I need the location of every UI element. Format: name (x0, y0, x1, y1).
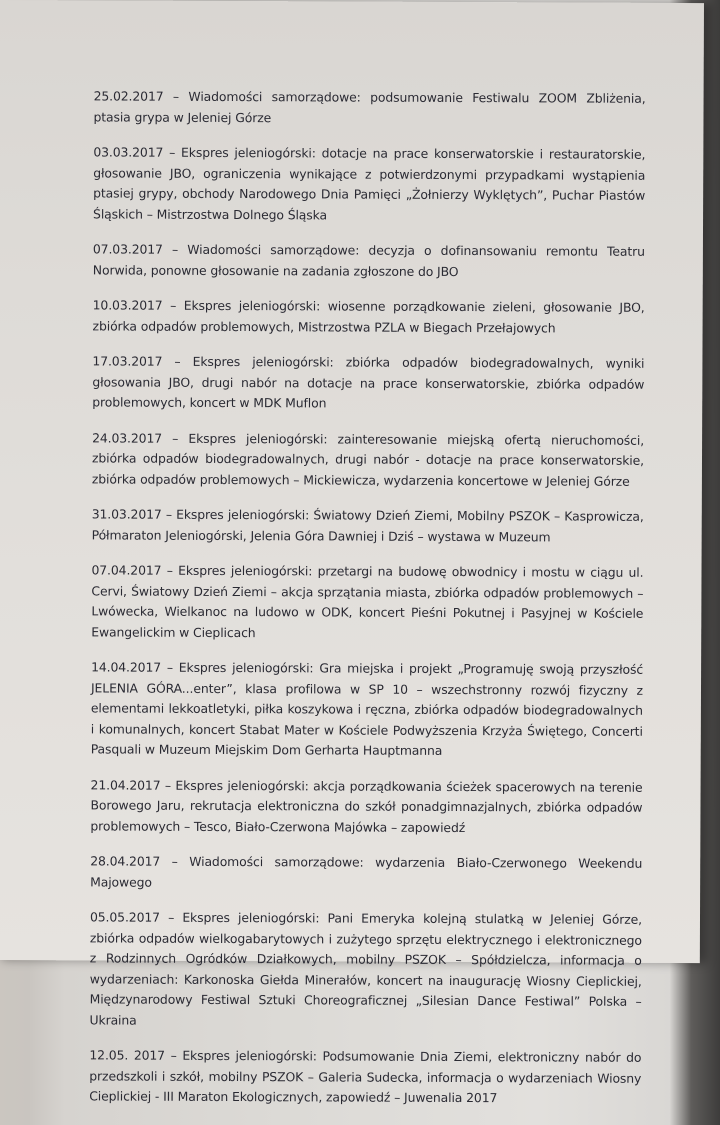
entry-2017-04-21: 21.04.2017 – Ekspres jeleniogórski: akcja porządkowania ścieżek spacerowych na terenie Borowego Jaru, rekrutacja elektroniczna do szkół ponadgimnazjalnych, zbiórka odpadów problemowych – Tesco, Biało-Czerwona Majówka – zapowiedź (90, 776, 643, 835)
entry-2017-02-25: 25.02.2017 – Wiadomości samorządowe: podsumowanie Festiwalu ZOOM Zbliżenia, ptasia grypa w Jeleniej Górze (93, 88, 646, 125)
entry-2017-03-03: 03.03.2017 – Ekspres jeleniogórski: dotacje na prace konserwatorskie i restauratorskie, głosowanie JBO, ograniczenia wynikające z potwierdzonymi przypadkami wystąpienia ptasiej grypy, obchody Narodowego Dnia Pamięci „Żołnierzy Wyklętych”, Puchar Piastów Śląskich – Mistrzostwa Dolnego Śląska (93, 144, 646, 222)
entry-2017-03-17: 17.03.2017 – Ekspres jeleniogórski: zbiórka odpadów biodegradowalnych, wyniki głosowania JBO, drugi nabór na dotacje na prace konserwatorskie, zbiórka odpadów problemowych, koncert w MDK Muflon (92, 353, 645, 411)
entry-2017-05-05: 05.05.2017 – Ekspres jeleniogórski: Pani Emeryka kolejną stulatką w Jeleniej Górze, zbiórka odpadów wielkogabarytowych i zużytego sprzętu elektrycznego i elektronicznego z Rodzinnych Ogródków Działkowych, mobilny PSZOK – Spółdzielcza, informacja o wydarzeniach: Karkonoska Giełda Minerałów, koncert na inaugurację Wiosny Cieplickiej, Międzynarodowy Festiwal Sztuki Choreograficznej „Silesian Dance Festiwal” Polska – Ukraina (89, 909, 643, 1028)
entry-2017-04-14: 14.04.2017 – Ekspres jeleniogórski: Gra miejska i projekt „Programuję swoją przyszłość JELENIA GÓRA...enter”, klasa profilowa w SP 10 – wszechstronny rozwój fizyczny z elementami lekkoatletyki, piłka koszykowa i ręczna, zbiórka odpadów biodegradowalnych i komunalnych, koncert Stabat Mater w Kościele Podwyższenia Krzyża Świętego, Concerti Pasquali w Muzeum Miejskim Dom Gerharta Hauptmanna (90, 659, 644, 758)
entry-2017-03-10: 10.03.2017 – Ekspres jeleniogórski: wiosenne porządkowanie zieleni, głosowanie JBO, zbiórka odpadów problemowych, Mistrzostwa PZLA w Biegach Przełajowych (92, 297, 645, 335)
entry-2017-03-07: 07.03.2017 – Wiadomości samorządowe: decyzja o dofinansowaniu remontu Teatru Norwida, ponowne głosowanie na zadania zgłoszone do JBO (92, 241, 645, 279)
entry-2017-04-07: 07.04.2017 – Ekspres jeleniogórski: przetargi na budowę obwodnicy i mostu w ciągu ul. Cervi, Światowy Dzień Ziemi – akcja sprzątania miasta, zbiórka odpadów problemowych – Lwówecka, Wielkanoc na ludowo w ODK, koncert Pieśni Pokutnej i Pasyjnej w Kościele Ewangelickim w Cieplicach (91, 562, 644, 640)
document-body (89, 86, 646, 1124)
entry-2017-03-24: 24.03.2017 – Ekspres jeleniogórski: zainteresowanie miejską ofertą nieruchomości, zbiórka odpadów biodegradowalnych, drugi nabór - dotacje na prace konserwatorskie, zbiórka odpadów problemowych – Mickiewicza, wydarzenia koncertowe w Jeleniej Górze (91, 429, 645, 489)
entry-2017-03-31: 31.03.2017 – Ekspres jeleniogórski: Światowy Dzień Ziemi, Mobilny PSZOK – Kasprowicza, Półmaraton Jeleniogórski, Jelenia Góra Dawniej i Dziś – wystawa w Muzeum (91, 506, 644, 544)
entry-2017-04-28: 28.04.2017 – Wiadomości samorządowe: wydarzenia Biało-Czerwonego Weekendu Majowego (90, 853, 643, 890)
entry-2017-05-12: 12.05. 2017 – Ekspres jeleniogórski: Podsumowanie Dnia Ziemi, elektroniczny nabór do przedszkoli i szkół, mobilny PSZOK – Galeria Sudecka, informacja o wydarzeniach Wiosny Cieplickiej - III Maraton Ekologicznych, zapowiedź – Juwenalia 2017 (89, 1047, 642, 1106)
